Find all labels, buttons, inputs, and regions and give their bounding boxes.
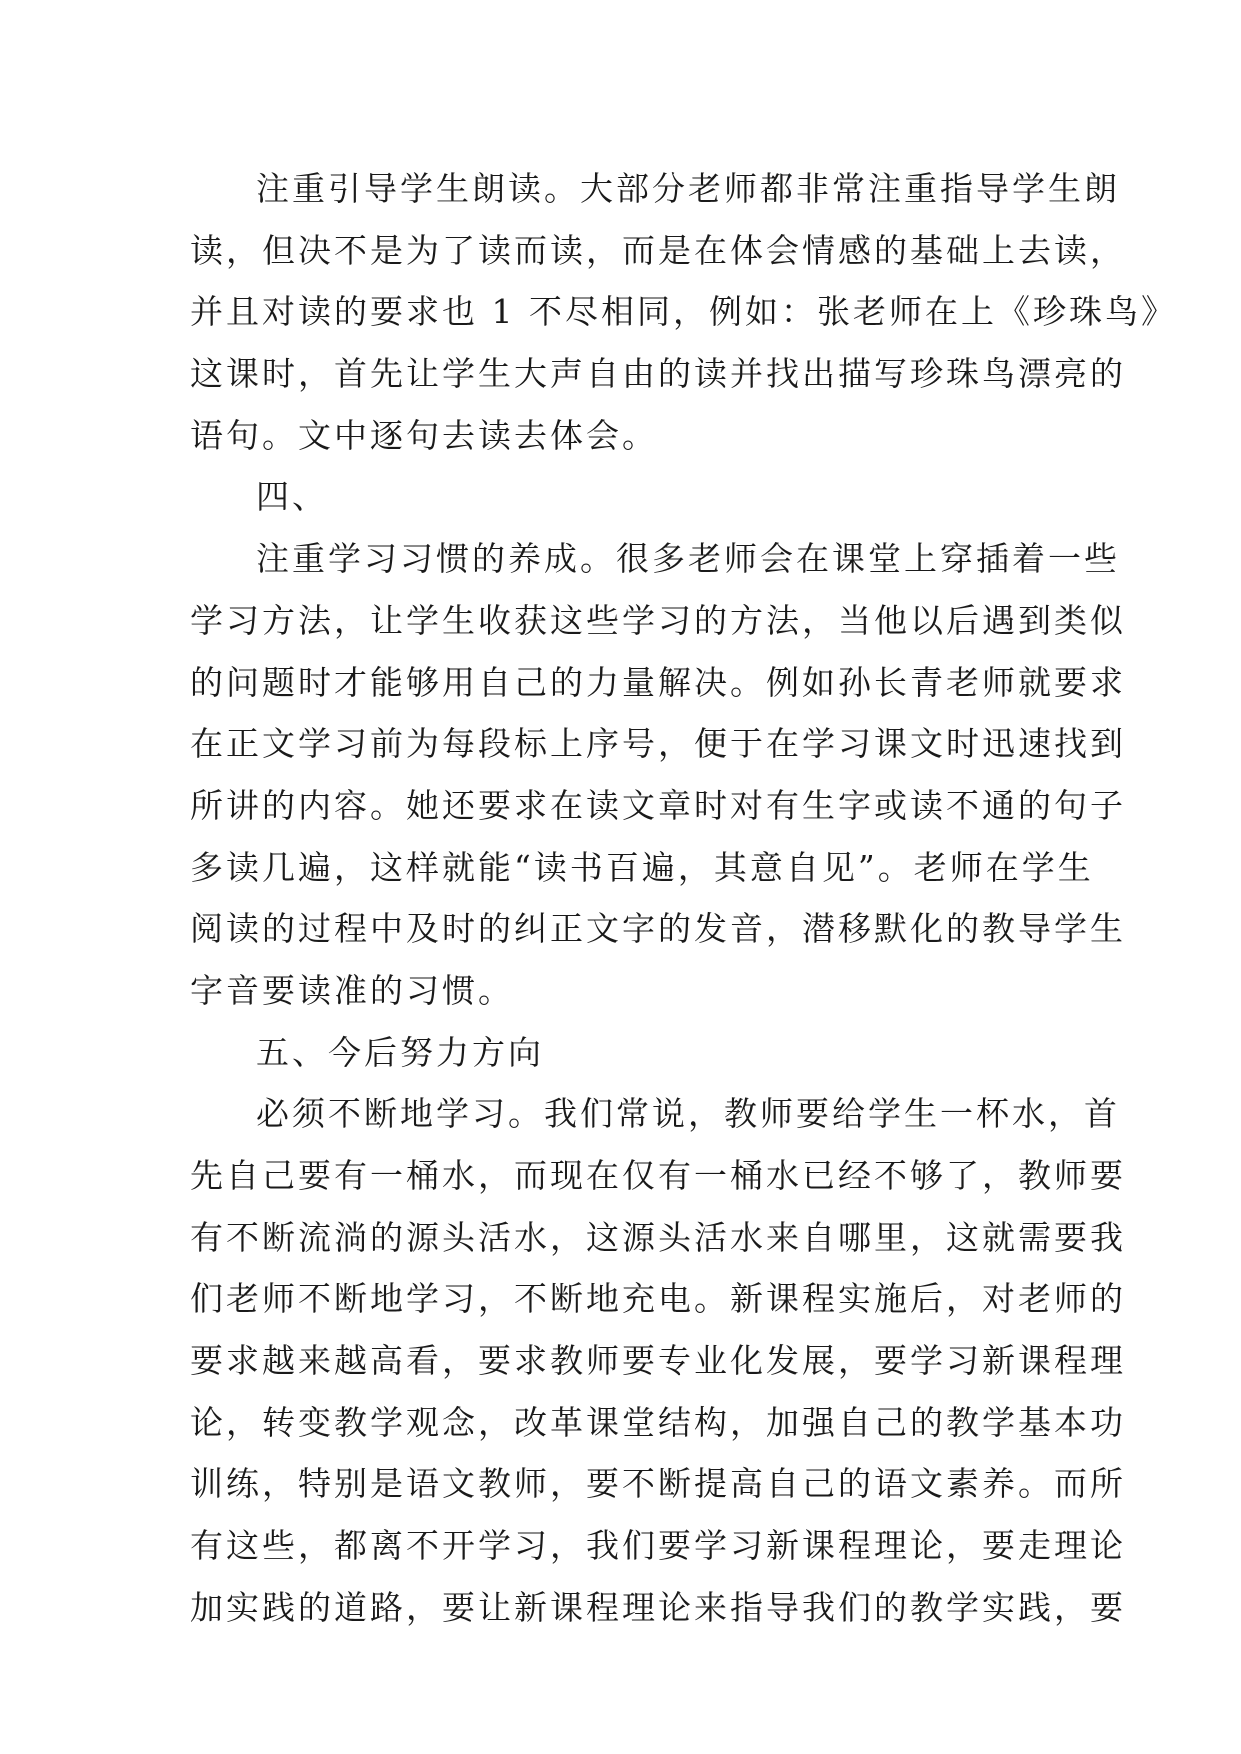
text-line: 加实践的道路，要让新课程理论来指导我们的教学实践，要 (190, 1587, 1126, 1627)
text-line: 必须不断地学习。我们常说，教师要给学生一杯水，首 (256, 1094, 1120, 1134)
text-line: 四、 (256, 477, 328, 517)
text-line: 论，转变教学观念，改革课堂结构，加强自己的教学基本功 (190, 1402, 1126, 1442)
text-line: 们老师不断地学习，不断地充电。新课程实施后，对老师的 (190, 1279, 1126, 1319)
text-line: 这课时，首先让学生大声自由的读并找出描写珍珠鸟漂亮的 (190, 354, 1126, 394)
text-line: 读，但决不是为了读而读，而是在体会情感的基础上去读， (190, 230, 1126, 270)
text-line: 字音要读准的习惯。 (190, 970, 514, 1010)
text-line: 阅读的过程中及时的纠正文字的发音，潜移默化的教导学生 (190, 909, 1126, 949)
text-line: 并且对读的要求也 1 不尽相同，例如：张老师在上《珍珠鸟》 (190, 292, 1177, 332)
text-line: 注重学习习惯的养成。很多老师会在课堂上穿插着一些 (256, 539, 1120, 579)
text-line: 五、今后努力方向 (256, 1032, 544, 1072)
text-line: 要求越来越高看，要求教师要专业化发展，要学习新课程理 (190, 1341, 1126, 1381)
text-line: 有这些，都离不开学习，我们要学习新课程理论，要走理论 (190, 1526, 1126, 1566)
document-body (190, 158, 1177, 1639)
text-line: 有不断流淌的源头活水，这源头活水来自哪里，这就需要我 (190, 1217, 1126, 1257)
text-line: 训练，特别是语文教师，要不断提高自己的语文素养。而所 (190, 1464, 1126, 1504)
text-line: 的问题时才能够用自己的力量解决。例如孙长青老师就要求 (190, 662, 1126, 702)
text-line: 多读几遍，这样就能“读书百遍，其意自见”。老师在学生 (190, 847, 1094, 887)
text-line: 先自己要有一桶水，而现在仅有一桶水已经不够了，教师要 (190, 1156, 1126, 1195)
text-line: 注重引导学生朗读。大部分老师都非常注重指导学生朗 (256, 169, 1120, 208)
text-line: 在正文学习前为每段标上序号，便于在学习课文时迅速找到 (190, 724, 1126, 764)
text-line: 学习方法，让学生收获这些学习的方法，当他以后遇到类似 (190, 600, 1126, 640)
text-line: 所讲的内容。她还要求在读文章时对有生字或读不通的句子 (190, 785, 1126, 825)
text-line: 语句。文中逐句去读去体会。 (190, 415, 658, 455)
